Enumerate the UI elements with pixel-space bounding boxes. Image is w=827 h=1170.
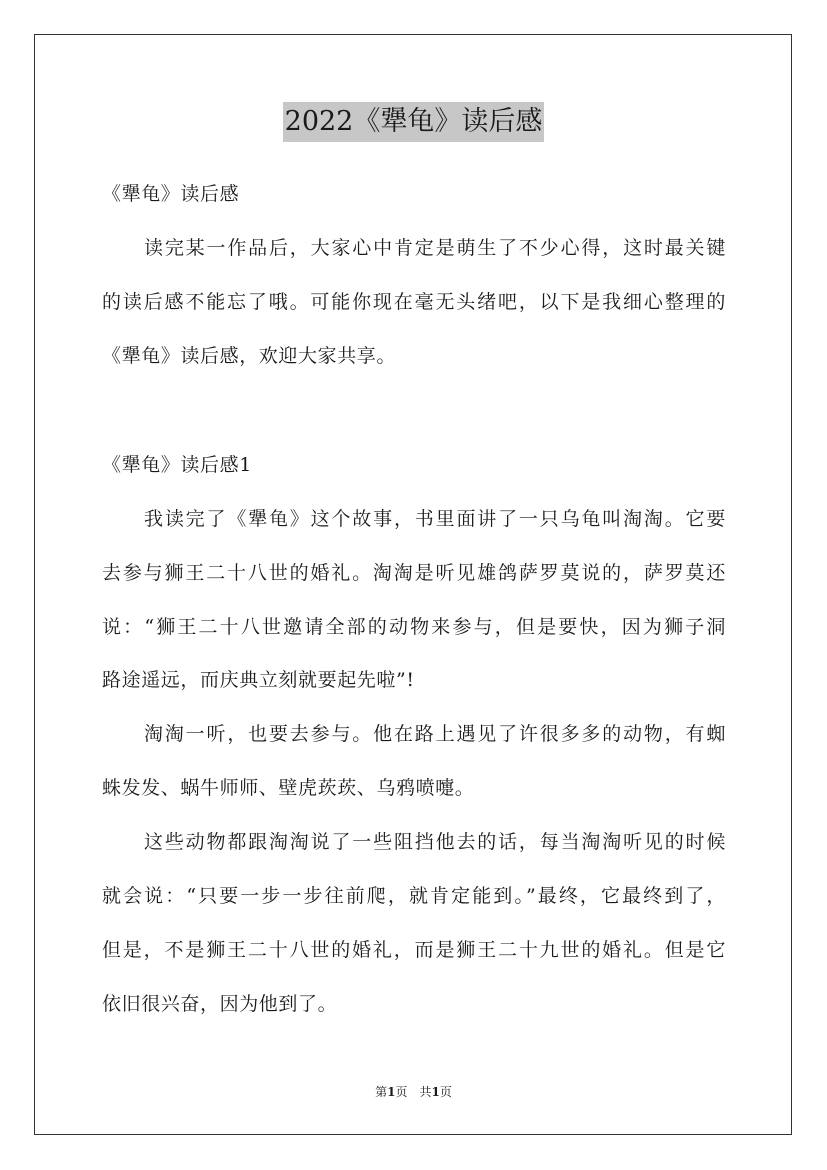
body-line-6: 蛛发发、蜗牛师师、壁虎莰莰、乌鸦喷嚏。 <box>102 777 475 799</box>
intro-line-1: 读完某一作品后，大家心中肯定是萌生了不少心得，这时最关键 <box>144 237 726 259</box>
section-heading: 《犟龟》读后感1 <box>102 454 252 476</box>
footer-page-mid: 页 共 <box>395 1085 432 1099</box>
body-line-7: 这些动物都跟淘淘说了一些阻挡他去的话，每当淘淘听见的时候 <box>144 831 726 853</box>
footer-page-total: 1 <box>431 1085 440 1099</box>
body-line-5: 淘淘一听，也要去参与。他在路上遇见了许很多多的动物，有蜘 <box>144 723 726 745</box>
page-footer <box>0 1083 827 1101</box>
body-line-10: 依旧很兴奋，因为他到了。 <box>102 993 338 1015</box>
document-title <box>0 102 827 142</box>
intro-line-3: 《犟龟》读后感，欢迎大家共享。 <box>102 345 397 367</box>
footer-page-suffix: 页 <box>439 1085 452 1099</box>
body-line-1: 我读完了《犟龟》这个故事，书里面讲了一只乌龟叫淘淘。它要 <box>144 508 726 530</box>
body-line-4: 路途遥远，而庆典立刻就要起先啦”! <box>102 669 415 691</box>
body-line-3: 说：“狮王二十八世邀请全部的动物来参与，但是要快，因为狮子洞 <box>102 616 726 638</box>
intro-line-2: 的读后感不能忘了哦。可能你现在毫无头绪吧，以下是我细心整理的 <box>102 291 726 313</box>
document-title-text: 2022《犟龟》读后感 <box>283 102 545 142</box>
body-line-8: 就会说：“只要一步一步往前爬，就肯定能到。”最终，它最终到了， <box>102 885 726 907</box>
body-line-2: 去参与狮王二十八世的婚礼。淘淘是听见雄鸽萨罗莫说的，萨罗莫还 <box>102 562 726 584</box>
body-line-9: 但是，不是狮王二十八世的婚礼，而是狮王二十九世的婚礼。但是它 <box>102 939 726 961</box>
footer-page-current: 1 <box>387 1085 396 1099</box>
subheading: 《犟龟》读后感 <box>102 183 240 205</box>
footer-page-prefix: 第 <box>375 1085 388 1099</box>
